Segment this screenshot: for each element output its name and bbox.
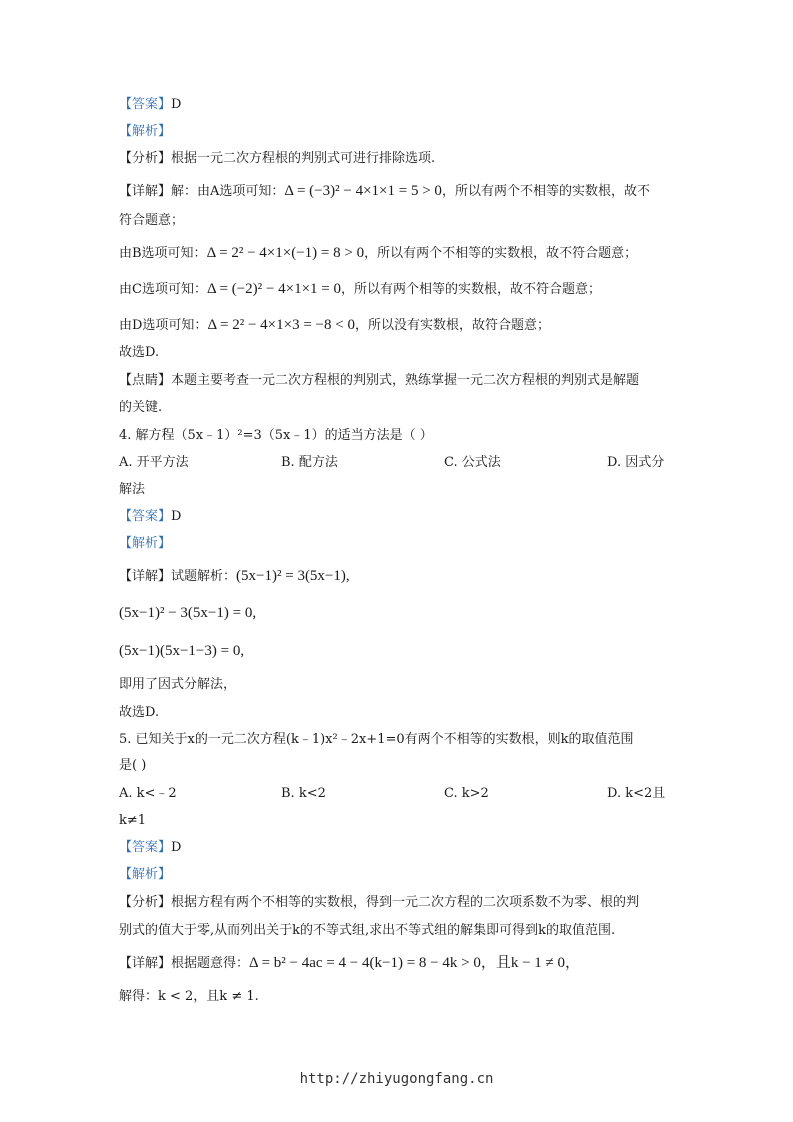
analysis-label: 【解析】	[119, 124, 172, 139]
fenxi-text: 根据一元二次方程根的判别式可进行排除选项.	[171, 151, 436, 166]
q5-option-wrap: k≠1	[119, 813, 147, 828]
d-prefix: 由D选项可知：	[119, 318, 208, 333]
dianjing-label: 【点睛】	[119, 373, 172, 388]
q5-stem2: 是( )	[119, 758, 147, 773]
q4-answer-label: 【答案】	[119, 509, 172, 524]
q5-option-a: A. k<﹣2	[119, 786, 177, 801]
dianjing-text2: 的关键.	[119, 400, 163, 415]
equation-d: Δ = 2² − 4×1×3 = −8 < 0	[207, 317, 355, 333]
q5-stem: 5. 已知关于x的一元二次方程(k﹣1)x²﹣2x+1=0有两个不相等的实数根，则k的取值范围	[119, 732, 634, 747]
q5-detail-prefix: 根据题意得：	[171, 956, 250, 971]
q4-option-wrap: 解法	[119, 482, 146, 497]
q5-analysis-heading	[119, 866, 171, 884]
detail-line-d	[119, 316, 550, 335]
fenxi-label: 【分析】	[119, 151, 172, 166]
analysis-heading	[119, 123, 171, 141]
q5-analysis-label: 【解析】	[119, 867, 172, 882]
q5-detail-tail: ，且k − 1 ≠ 0，	[480, 955, 581, 971]
c-tail: ，所以有两个相等的实数根，故不符合题意；	[341, 282, 602, 297]
q4-detail-line	[119, 567, 350, 586]
q4-option-b: B. 配方法	[281, 455, 338, 470]
q5-answer-label: 【答案】	[119, 840, 172, 855]
q4-eq1: (5x−1)² = 3(5x−1),	[236, 568, 350, 584]
q5-detail-label: 【详解】	[119, 956, 172, 971]
q4-eq2: (5x−1)² − 3(5x−1) = 0,	[119, 605, 257, 621]
q5-solve: 解得：k < 2，且k ≠ 1.	[119, 989, 259, 1004]
q4-detail-prefix: 试题解析：	[171, 569, 237, 584]
q4-analysis-heading	[119, 535, 171, 553]
answer-line	[119, 96, 181, 114]
detail-label: 【详解】	[119, 184, 172, 199]
q4-option-d: D. 因式分	[607, 455, 665, 470]
q4-answer-line	[119, 508, 181, 526]
q4-option-c: C. 公式法	[444, 455, 501, 470]
conclusion-1	[119, 344, 159, 362]
c-prefix: 由C选项可知：	[119, 282, 207, 297]
q5-fenxi-text: 根据方程有两个不相等的实数根，得到一元二次方程的二次项系数不为零、根的判	[171, 895, 640, 910]
detail-a-tail: ，所以有两个不相等的实数根，故不	[441, 184, 650, 199]
dianjing-line2	[119, 399, 162, 417]
q5-detail-line	[119, 954, 580, 973]
q5-detail-eq: Δ = b² − 4ac = 4 − 4(k−1) = 8 − 4k > 0	[249, 955, 481, 971]
answer-label: 【答案】	[119, 97, 172, 112]
detail-line-c	[119, 280, 601, 299]
d-tail: ，所以没有实数根，故符合题意；	[354, 318, 550, 333]
q4-analysis-label: 【解析】	[119, 536, 172, 551]
q5-fenxi-line2: 别式的值大于零,从而列出关于k的不等式组,求出不等式组的解集即可得到k的取值范围.	[119, 923, 616, 938]
q4-answer-value: D	[171, 509, 182, 524]
q4-detail-label: 【详解】	[119, 569, 172, 584]
fenxi-line	[119, 150, 435, 168]
detail-a-tail2: 符合题意；	[119, 213, 185, 228]
q4-method: 即用了因式分解法，	[119, 677, 237, 692]
q4-stem-text: 4. 解方程（5x﹣1）²=3（5x﹣1）的适当方法是（ ）	[119, 428, 433, 443]
b-tail: ，所以有两个不相等的实数根，故不符合题意；	[364, 246, 638, 261]
dianjing-text: 本题主要考查一元二次方程根的判别式，熟练掌握一元二次方程根的判别式是解题	[171, 373, 640, 388]
dianjing-line	[119, 372, 639, 390]
q5-option-b: B. k<2	[281, 786, 326, 801]
answer-value: D	[171, 97, 182, 112]
q5-option-d: D. k<2且	[607, 786, 666, 801]
q5-fenxi-label: 【分析】	[119, 895, 172, 910]
detail-line-a2	[119, 212, 184, 230]
q4-stem	[119, 427, 433, 445]
q5-answer-line	[119, 839, 181, 857]
detail-line-b	[119, 244, 637, 263]
q5-option-c: C. k>2	[444, 786, 489, 801]
detail-prefix: 解：由A选项可知：	[171, 184, 285, 199]
b-prefix: 由B选项可知：	[119, 246, 207, 261]
q5-answer-value: D	[171, 840, 182, 855]
q5-fenxi-line	[119, 894, 639, 912]
q4-conclusion: 故选D.	[119, 705, 160, 720]
footer-url: http://zhiyugongfang.cn	[299, 1071, 494, 1087]
equation-c: Δ = (−2)² − 4×1×1 = 0	[206, 281, 342, 297]
equation-a: Δ = (−3)² − 4×1×1 = 5 > 0	[284, 183, 442, 199]
conclusion-text: 故选D.	[119, 345, 160, 360]
detail-line-a	[119, 182, 650, 201]
q4-eq3: (5x−1)(5x−1−3) = 0,	[119, 643, 245, 659]
equation-b: Δ = 2² − 4×1×(−1) = 8 > 0	[206, 245, 365, 261]
q4-option-a: A. 开平方法	[119, 455, 189, 470]
